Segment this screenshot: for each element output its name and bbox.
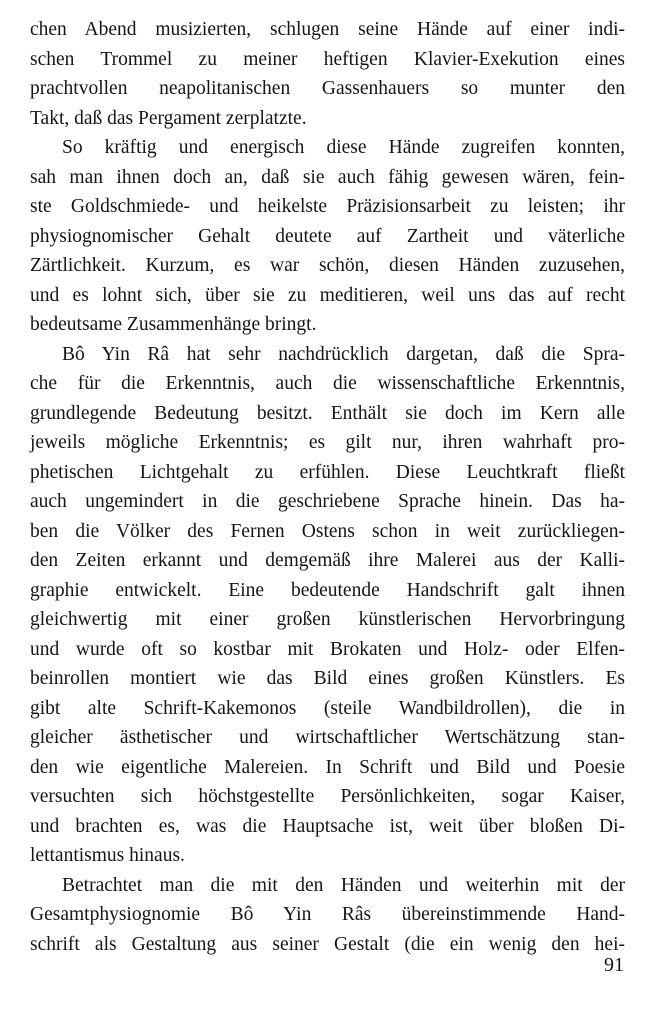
text-line: So kräftig und energisch diese Hände zugreifen konnten,	[62, 137, 625, 158]
text-line: ste Goldschmiede- und heikelste Präzisionsarbeit zu leisten; ihr	[30, 196, 625, 217]
text-line: jeweils mögliche Erkenntnis; es gilt nur, ihren wahrhaft pro-	[30, 432, 625, 453]
text-line: Gesamtphysiognomie Bô Yin Râs übereinstimmende Hand-	[30, 904, 625, 925]
text-line: und brachten es, was die Hauptsache ist, weit über bloßen Di-	[30, 815, 625, 837]
text-line: den wie eigentliche Malereien. In Schrift und Bild und Poesie	[30, 756, 625, 778]
text-line: sah man ihnen doch an, daß sie auch fähig gewesen wären, fein-	[30, 166, 625, 188]
text-line: gleichwertig mit einer großen künstlerischen Hervorbringung	[30, 609, 625, 630]
text-line: ben die Völker des Fernen Ostens schon in weit zurückliegen-	[30, 520, 625, 542]
text-line: Zärtlichkeit. Kurzum, es war schön, diesen Händen zuzusehen,	[30, 255, 625, 276]
text-line: gibt alte Schrift-Kakemonos (steile Wandbildrollen), die in	[30, 697, 625, 719]
page-number: 91	[604, 954, 624, 976]
text-line: lettantismus hinaus.	[30, 845, 185, 866]
text-line: chen Abend musizierten, schlugen seine Hände auf einer indi-	[30, 19, 625, 40]
text-line: versuchten sich höchstgestellte Persönlichkeiten, sogar Kaiser,	[30, 786, 625, 807]
text-line: bedeutsame Zusammenhänge bringt.	[30, 314, 317, 335]
text-line: beinrollen montiert wie das Bild eines großen Künstlers. Es	[30, 668, 625, 689]
text-line: und wurde oft so kostbar mit Brokaten und Holz- oder Elfen-	[30, 638, 625, 660]
text-line: gleicher ästhetischer und wirtschaftlicher Wertschätzung stan-	[30, 727, 625, 748]
text-line: und es lohnt sich, über sie zu meditieren, weil uns das auf recht	[30, 284, 625, 306]
text-line: physiognomischer Gehalt deutete auf Zartheit und väterliche	[30, 225, 625, 247]
text-line: Bô Yin Râ hat sehr nachdrücklich dargetan, daß die Spra-	[62, 343, 625, 365]
text-line: schen Trommel zu meiner heftigen Klavier-Exekution eines	[30, 48, 625, 70]
text-line: phetischen Lichtgehalt zu erfühlen. Diese Leuchtkraft fließt	[30, 461, 625, 483]
text-line: den Zeiten erkannt und demgemäß ihre Malerei aus der Kalli-	[30, 550, 625, 571]
text-line: auch ungemindert in die geschriebene Sprache hinein. Das ha-	[30, 491, 625, 512]
body-text	[30, 15, 625, 959]
text-line: Betrachtet man die mit den Händen und weiterhin mit der	[62, 874, 625, 896]
text-line: grundlegende Bedeutung besitzt. Enthält sie doch im Kern alle	[30, 402, 625, 424]
text-line: schrift als Gestaltung aus seiner Gestalt (die ein wenig den hei-	[30, 933, 625, 955]
text-line: Takt, daß das Pergament zerplatzte.	[30, 107, 307, 129]
text-line: prachtvollen neapolitanischen Gassenhauers so munter den	[30, 78, 625, 99]
text-line: che für die Erkenntnis, auch die wissenschaftliche Erkenntnis,	[30, 373, 625, 394]
text-line: graphie entwickelt. Eine bedeutende Handschrift galt ihnen	[30, 579, 625, 601]
